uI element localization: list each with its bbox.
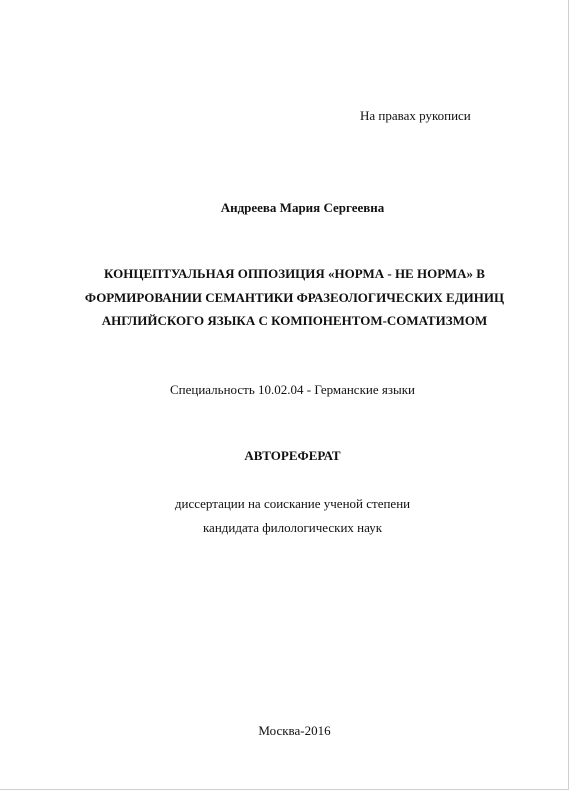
title-line-1: КОНЦЕПТУАЛЬНАЯ ОППОЗИЦИЯ «НОРМА - НЕ НОРМА» В	[104, 266, 485, 281]
document-type: АВТОРЕФЕРАТ	[244, 448, 341, 463]
degree-purpose-line-2: кандидата филологических наук	[202, 520, 383, 535]
city-year: Москва-2016	[258, 723, 331, 738]
title-line-2: ФОРМИРОВАНИИ СЕМАНТИКИ ФРАЗЕОЛОГИЧЕСКИХ ЕДИНИЦ	[84, 290, 505, 305]
degree-purpose-line-1: диссертации на соискание ученой степени	[174, 496, 411, 511]
title-line-3: АНГЛИЙСКОГО ЯЗЫКА С КОМПОНЕНТОМ-СОМАТИЗМОМ	[101, 313, 488, 328]
specialty-line: Специальность 10.02.04 - Германские языки	[169, 382, 415, 397]
rights-note: На правах рукописи	[360, 108, 471, 123]
author-name: Андреева Мария Сергеевна	[220, 200, 385, 215]
